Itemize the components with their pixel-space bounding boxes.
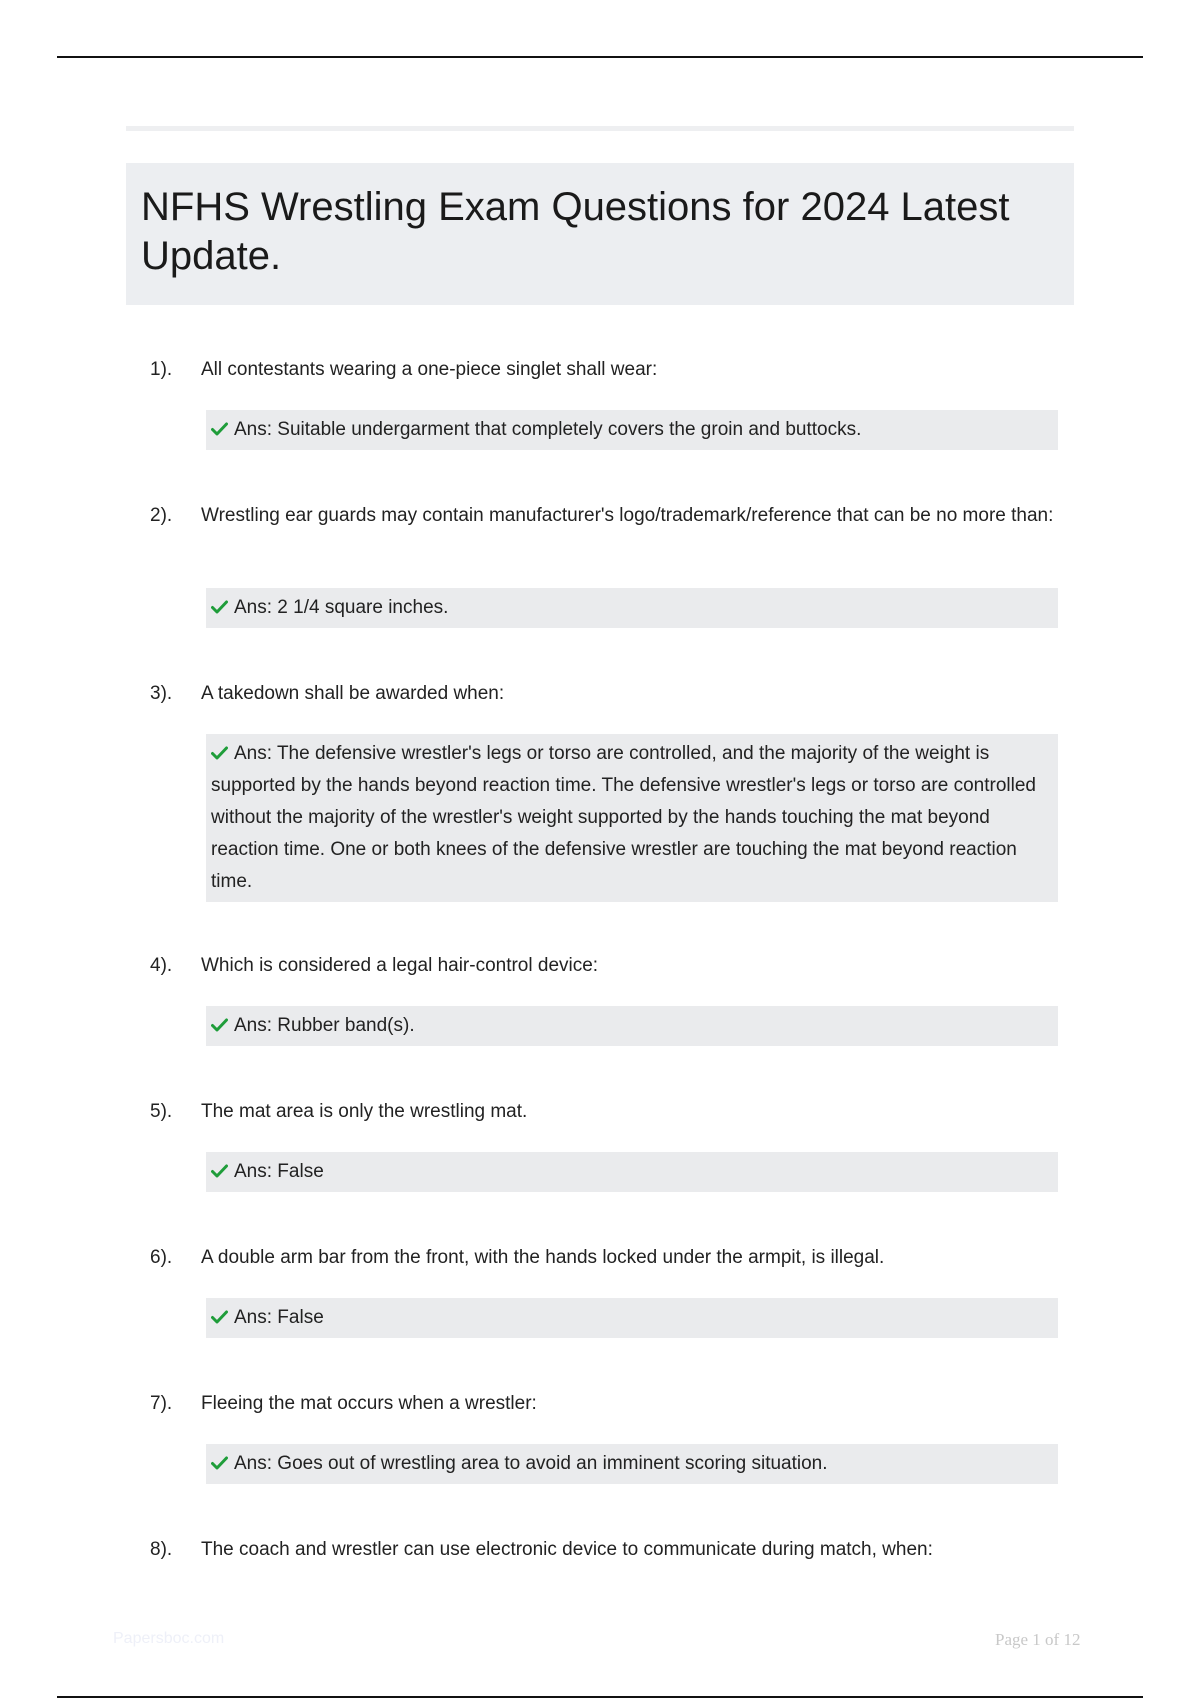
answer-text: Ans: Goes out of wrestling area to avoid an imminent scoring situation. <box>234 1453 828 1474</box>
question-number: 3). <box>150 683 173 704</box>
question-text: Fleeing the mat occurs when a wrestler: <box>201 1393 537 1414</box>
footer-watermark: Papersboc.com <box>113 1630 225 1647</box>
question-text: The mat area is only the wrestling mat. <box>201 1101 528 1122</box>
question-number: 5). <box>150 1101 173 1122</box>
question-number: 7). <box>150 1393 173 1414</box>
question-number: 2). <box>150 505 173 526</box>
bottom-rule <box>57 1696 1143 1698</box>
question-text: All contestants wearing a one-piece singlet shall wear: <box>201 359 658 380</box>
answer-box <box>206 1444 1058 1484</box>
answer-box <box>206 1006 1058 1046</box>
check-icon <box>211 1018 228 1032</box>
answer-box <box>206 1298 1058 1338</box>
question-text: The coach and wrestler can use electronic device to communicate during match, when: <box>201 1539 933 1560</box>
answer-text: Ans: The defensive wrestler's legs or torso are controlled, and the majority of the weight is supported by the hands beyond reaction time. The defensive wrestler's legs or torso are controlled without the majority of the wrestler's weight supported by the hands touching the mat beyond reaction time. One or both knees of the defensive wrestler are touching the mat beyond reaction time. <box>211 743 1036 892</box>
answer-text: Ans: 2 1/4 square inches. <box>234 597 449 618</box>
check-icon <box>211 746 228 760</box>
answer-box <box>206 734 1058 902</box>
check-icon <box>211 600 228 614</box>
top-rule <box>57 56 1143 58</box>
title-banner <box>126 163 1074 305</box>
check-icon <box>211 1164 228 1178</box>
question-text: Which is considered a legal hair-control device: <box>201 955 599 976</box>
page-title: NFHS Wrestling Exam Questions for 2024 Latest Update. <box>141 185 1010 278</box>
question-text: Wrestling ear guards may contain manufacturer's logo/trademark/reference that can be no more than: <box>201 505 1054 526</box>
answer-text: Ans: False <box>234 1161 324 1182</box>
question-number: 8). <box>150 1539 173 1560</box>
question-number: 4). <box>150 955 173 976</box>
answer-text: Ans: Rubber band(s). <box>234 1015 415 1036</box>
check-icon <box>211 1310 228 1324</box>
answer-text: Ans: False <box>234 1307 324 1328</box>
check-icon <box>211 422 228 436</box>
answer-box <box>206 410 1058 450</box>
header-divider <box>126 126 1074 131</box>
answer-box <box>206 1152 1058 1192</box>
answer-text: Ans: Suitable undergarment that completely covers the groin and buttocks. <box>234 419 862 440</box>
check-icon <box>211 1456 228 1470</box>
page-indicator: Page 1 of 12 <box>995 1630 1081 1649</box>
answer-box <box>206 588 1058 628</box>
question-number: 1). <box>150 359 173 380</box>
question-number: 6). <box>150 1247 173 1268</box>
question-text: A double arm bar from the front, with the hands locked under the armpit, is illegal. <box>201 1247 885 1268</box>
question-text: A takedown shall be awarded when: <box>201 683 505 704</box>
